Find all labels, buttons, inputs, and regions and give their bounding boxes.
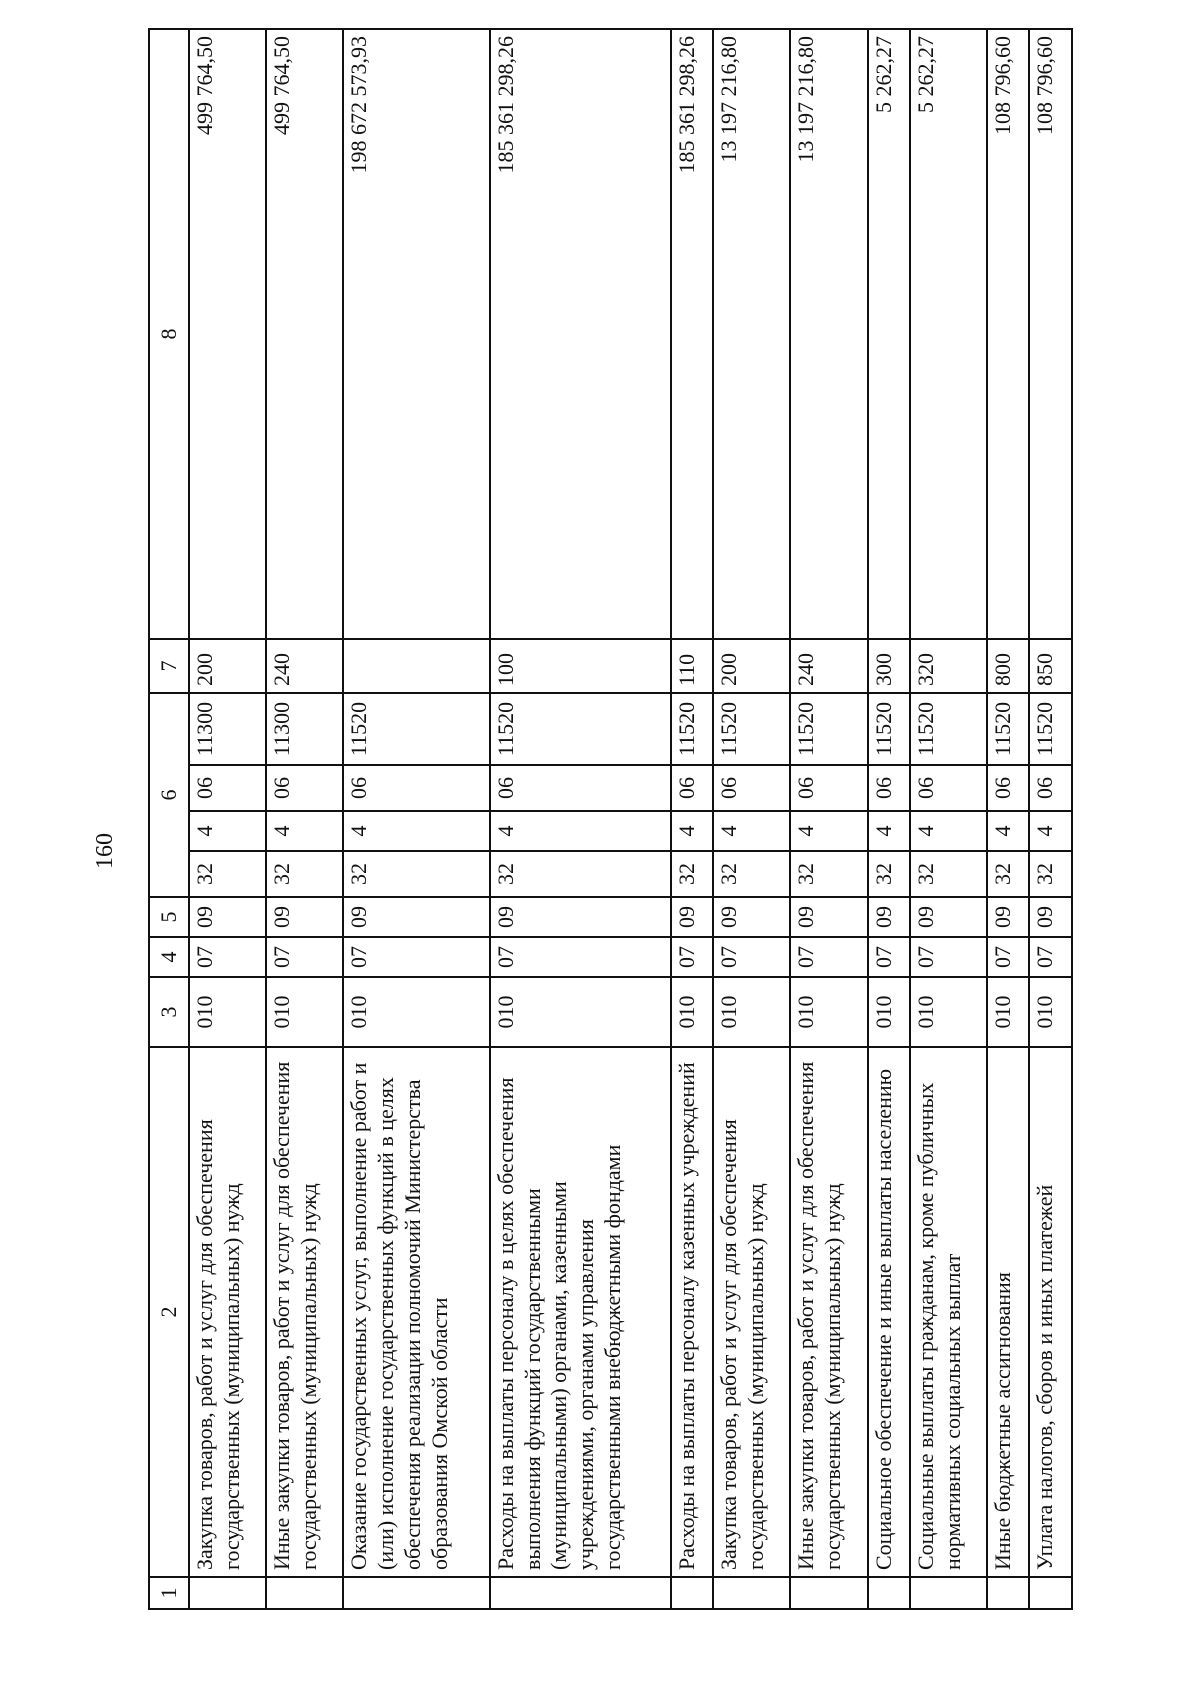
code-5-cell: 09 — [266, 897, 343, 937]
code-6a-cell: 32 — [671, 851, 713, 897]
code-4-cell: 07 — [266, 937, 343, 977]
code-6b-cell: 4 — [713, 811, 790, 851]
code-4-cell: 07 — [671, 937, 713, 977]
code-3-cell: 010 — [910, 977, 987, 1047]
code-7-cell: 300 — [868, 639, 910, 693]
row-number-cell — [987, 1577, 1029, 1609]
code-3-cell: 010 — [266, 977, 343, 1047]
table-row — [671, 29, 713, 1609]
code-7-cell: 240 — [266, 639, 343, 693]
code-6c-cell: 06 — [671, 765, 713, 811]
code-6b-cell: 4 — [790, 811, 867, 851]
table-row — [868, 29, 910, 1609]
code-7-cell — [343, 639, 489, 693]
code-6d-cell: 11520 — [868, 693, 910, 765]
code-3-cell: 010 — [790, 977, 867, 1047]
row-name-cell: Иные бюджетные ассигнования — [987, 1047, 1029, 1577]
table-row — [790, 29, 867, 1609]
code-4-cell: 07 — [868, 937, 910, 977]
code-6a-cell: 32 — [189, 851, 266, 897]
row-number-cell — [868, 1577, 910, 1609]
code-7-cell: 200 — [189, 639, 266, 693]
code-5-cell: 09 — [910, 897, 987, 937]
code-4-cell: 07 — [910, 937, 987, 977]
code-6d-cell: 11520 — [987, 693, 1029, 765]
code-6a-cell: 32 — [713, 851, 790, 897]
column-header-3: 3 — [149, 977, 189, 1047]
code-4-cell: 07 — [987, 937, 1029, 977]
code-6d-cell: 11520 — [343, 693, 489, 765]
column-header-8: 8 — [149, 29, 189, 639]
amount-cell: 5 262,27 — [868, 29, 910, 639]
code-4-cell: 07 — [790, 937, 867, 977]
code-4-cell: 07 — [1029, 937, 1072, 977]
code-3-cell: 010 — [713, 977, 790, 1047]
code-6d-cell: 11520 — [910, 693, 987, 765]
table-header-row — [149, 29, 189, 1609]
code-4-cell: 07 — [490, 937, 671, 977]
amount-cell: 185 361 298,26 — [490, 29, 671, 639]
code-6b-cell: 4 — [987, 811, 1029, 851]
code-3-cell: 010 — [987, 977, 1029, 1047]
column-header-5: 5 — [149, 897, 189, 937]
table-body — [189, 29, 1072, 1609]
code-6a-cell: 32 — [987, 851, 1029, 897]
row-name-cell: Социальные выплаты гражданам, кроме публичных нормативных социальных выплат — [910, 1047, 987, 1577]
code-4-cell: 07 — [343, 937, 489, 977]
code-6b-cell: 4 — [910, 811, 987, 851]
code-6a-cell: 32 — [266, 851, 343, 897]
code-6b-cell: 4 — [266, 811, 343, 851]
code-6a-cell: 32 — [790, 851, 867, 897]
table-row — [490, 29, 671, 1609]
row-name-cell: Закупка товаров, работ и услуг для обеспечения государственных (муниципальных) нужд — [713, 1047, 790, 1577]
row-name-cell: Иные закупки товаров, работ и услуг для обеспечения государственных (муниципальных) нужд — [266, 1047, 343, 1577]
code-6a-cell: 32 — [343, 851, 489, 897]
table-row — [189, 29, 266, 1609]
code-6a-cell: 32 — [1029, 851, 1072, 897]
table-row — [713, 29, 790, 1609]
code-5-cell: 09 — [790, 897, 867, 937]
rotated-table-wrapper — [148, 36, 1073, 1610]
row-name-cell: Уплата налогов, сборов и иных платежей — [1029, 1047, 1072, 1577]
code-6c-cell: 06 — [266, 765, 343, 811]
code-7-cell: 100 — [490, 639, 671, 693]
code-4-cell: 07 — [189, 937, 266, 977]
code-6b-cell: 4 — [1029, 811, 1072, 851]
code-3-cell: 010 — [490, 977, 671, 1047]
code-6c-cell: 06 — [910, 765, 987, 811]
code-6c-cell: 06 — [987, 765, 1029, 811]
code-7-cell: 110 — [671, 639, 713, 693]
row-name-cell: Оказание государственных услуг, выполнение работ и (или) исполнение государственных функций в целях обеспечения реализации полномочий Министерства образования Омской области — [343, 1047, 489, 1577]
code-6d-cell: 11520 — [713, 693, 790, 765]
table-row — [1029, 29, 1072, 1609]
row-name-cell: Иные закупки товаров, работ и услуг для обеспечения государственных (муниципальных) нужд — [790, 1047, 867, 1577]
row-number-cell — [671, 1577, 713, 1609]
amount-cell: 5 262,27 — [910, 29, 987, 639]
code-5-cell: 09 — [490, 897, 671, 937]
table-row — [987, 29, 1029, 1609]
code-6d-cell: 11520 — [490, 693, 671, 765]
code-3-cell: 010 — [868, 977, 910, 1047]
amount-cell: 185 361 298,26 — [671, 29, 713, 639]
column-header-2: 2 — [149, 1047, 189, 1577]
page-number: 160 — [92, 833, 118, 869]
code-6d-cell: 11520 — [1029, 693, 1072, 765]
code-7-cell: 200 — [713, 639, 790, 693]
code-6c-cell: 06 — [868, 765, 910, 811]
table-row — [266, 29, 343, 1609]
code-6d-cell: 11300 — [266, 693, 343, 765]
code-6c-cell: 06 — [713, 765, 790, 811]
code-6b-cell: 4 — [671, 811, 713, 851]
code-6c-cell: 06 — [343, 765, 489, 811]
column-header-1: 1 — [149, 1577, 189, 1609]
table-row — [343, 29, 489, 1609]
code-6c-cell: 06 — [189, 765, 266, 811]
column-header-4: 4 — [149, 937, 189, 977]
amount-cell: 13 197 216,80 — [790, 29, 867, 639]
row-name-cell: Социальное обеспечение и иные выплаты населению — [868, 1047, 910, 1577]
column-header-7: 7 — [149, 639, 189, 693]
row-number-cell — [790, 1577, 867, 1609]
code-6c-cell: 06 — [1029, 765, 1072, 811]
row-name-cell: Закупка товаров, работ и услуг для обеспечения государственных (муниципальных) нужд — [189, 1047, 266, 1577]
code-3-cell: 010 — [671, 977, 713, 1047]
code-3-cell: 010 — [1029, 977, 1072, 1047]
amount-cell: 108 796,60 — [1029, 29, 1072, 639]
code-3-cell: 010 — [343, 977, 489, 1047]
code-7-cell: 850 — [1029, 639, 1072, 693]
code-6c-cell: 06 — [790, 765, 867, 811]
amount-cell: 198 672 573,93 — [343, 29, 489, 639]
code-6b-cell: 4 — [189, 811, 266, 851]
table-row — [910, 29, 987, 1609]
code-5-cell: 09 — [868, 897, 910, 937]
code-6b-cell: 4 — [868, 811, 910, 851]
row-number-cell — [490, 1577, 671, 1609]
code-6a-cell: 32 — [910, 851, 987, 897]
row-number-cell — [910, 1577, 987, 1609]
row-name-cell: Расходы на выплаты персоналу в целях обеспечения выполнения функций государственными (муниципальными) органами, казенными учреждениями, органами управления государственными внебюджетными фондами — [490, 1047, 671, 1577]
amount-cell: 108 796,60 — [987, 29, 1029, 639]
row-name-cell: Расходы на выплаты персоналу казенных учреждений — [671, 1047, 713, 1577]
code-6d-cell: 11520 — [790, 693, 867, 765]
code-5-cell: 09 — [343, 897, 489, 937]
amount-cell: 499 764,50 — [189, 29, 266, 639]
row-number-cell — [266, 1577, 343, 1609]
code-3-cell: 010 — [189, 977, 266, 1047]
code-6d-cell: 11520 — [671, 693, 713, 765]
code-6d-cell: 11300 — [189, 693, 266, 765]
code-7-cell: 240 — [790, 639, 867, 693]
amount-cell: 499 764,50 — [266, 29, 343, 639]
amount-cell: 13 197 216,80 — [713, 29, 790, 639]
code-5-cell: 09 — [671, 897, 713, 937]
code-7-cell: 320 — [910, 639, 987, 693]
code-5-cell: 09 — [987, 897, 1029, 937]
code-4-cell: 07 — [713, 937, 790, 977]
row-number-cell — [1029, 1577, 1072, 1609]
code-5-cell: 09 — [1029, 897, 1072, 937]
code-5-cell: 09 — [189, 897, 266, 937]
row-number-cell — [189, 1577, 266, 1609]
code-6a-cell: 32 — [490, 851, 671, 897]
code-7-cell: 800 — [987, 639, 1029, 693]
code-6b-cell: 4 — [490, 811, 671, 851]
code-5-cell: 09 — [713, 897, 790, 937]
row-number-cell — [713, 1577, 790, 1609]
code-6c-cell: 06 — [490, 765, 671, 811]
column-header-6: 6 — [149, 693, 189, 897]
budget-table — [148, 28, 1073, 1610]
code-6b-cell: 4 — [343, 811, 489, 851]
code-6a-cell: 32 — [868, 851, 910, 897]
row-number-cell — [343, 1577, 489, 1609]
